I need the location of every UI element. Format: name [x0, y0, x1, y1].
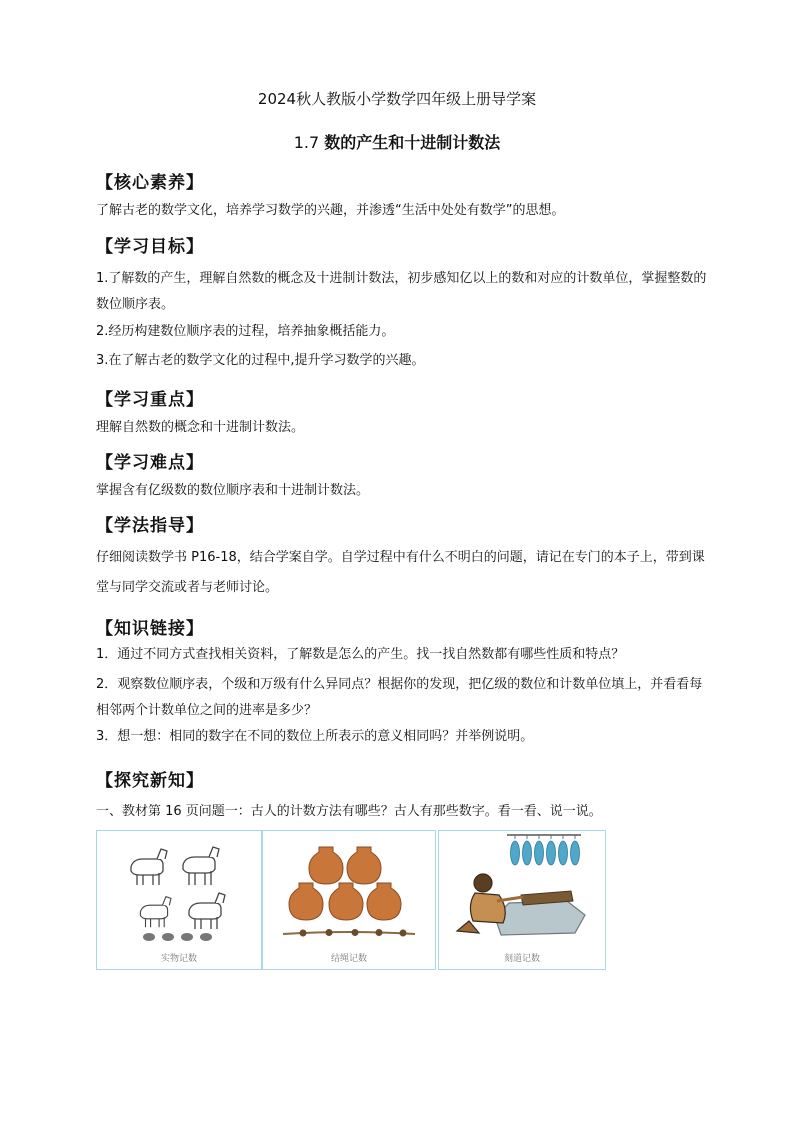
- heading-method: 【学法指导】: [96, 516, 204, 536]
- stone-slab-icon: [495, 891, 585, 935]
- doc-title: 2024秋人教版小学数学四年级上册导学案: [257, 90, 537, 108]
- explore-question-1: 一、教材第 16 页问题一：古人的计数方法有哪些？古人有那些数字。看一看、说一说。: [96, 804, 602, 819]
- method-text: 仔细阅读数学书 P16-18，结合学案自学。自学过程中有什么不明白的问题，请记在专门的本子上，带到课堂与同学交流或者与老师讨论。: [96, 550, 705, 595]
- heading-difficult: 【学习难点】: [96, 453, 204, 473]
- lesson-number: 1.7: [293, 133, 320, 152]
- heading-key: 【学习重点】: [96, 390, 204, 410]
- jar-icon: [367, 883, 401, 920]
- caption-carving-counting: 刻道记数: [503, 954, 540, 964]
- jar-icon: [347, 847, 381, 884]
- heading-links: 【知识链接】: [96, 619, 204, 639]
- lesson-title: [0, 130, 794, 153]
- figure-knot-counting: [262, 830, 436, 970]
- lesson-title-text: 数的产生和十进制计数法: [324, 133, 501, 152]
- goat-icon: [140, 897, 171, 928]
- jar-icon: [309, 847, 343, 884]
- jars-knots-illustration: [263, 831, 435, 951]
- link-item-3: 3．想一想：相同的数字在不同的数位上所表示的意义相同吗？并举例说明。: [96, 729, 534, 744]
- caption-object-counting: 实物记数: [160, 954, 197, 964]
- goal-item-1: 1.了解数的产生，理解自然数的概念及十进制计数法，初步感知亿以上的数和对应的计数单位，掌握整数的数位顺序表。: [96, 271, 707, 312]
- goat-icon: [131, 849, 167, 885]
- goal-item-3: 3.在了解古老的数学文化的过程中,提升学习数学的兴趣。: [96, 353, 425, 368]
- link-item-2: 2．观察数位顺序表，个级和万级有什么异同点？根据你的发现，把亿级的数位和计数单位填上，并看看每相邻两个计数单位之间的进率是多少？: [96, 677, 703, 718]
- goats-stones-illustration: [97, 831, 261, 951]
- key-text: 理解自然数的概念和十进制计数法。: [96, 420, 305, 435]
- caption-knot-counting: 结绳记数: [330, 954, 367, 964]
- hanging-fish-icon: [507, 835, 581, 865]
- heading-explore: 【探究新知】: [96, 771, 204, 791]
- jar-icon: [289, 883, 323, 920]
- figure-object-counting: [96, 830, 262, 970]
- heading-goals: 【学习目标】: [96, 237, 204, 257]
- carving-illustration: [439, 831, 605, 951]
- goat-icon: [183, 847, 219, 885]
- core-text: 了解古老的数学文化，培养学习数学的兴趣，并渗透“生活中处处有数学”的思想。: [96, 203, 565, 218]
- jar-icon: [329, 883, 363, 920]
- link-item-1: 1．通过不同方式查找相关资料，了解数是怎么的产生。找一找自然数都有哪些性质和特点？: [96, 647, 625, 662]
- figure-carving-counting: [438, 830, 606, 970]
- goal-item-2: 2.经历构建数位顺序表的过程，培养抽象概括能力。: [96, 324, 395, 339]
- goat-icon: [189, 893, 225, 929]
- heading-core: 【核心素养】: [96, 173, 204, 193]
- stones-icon: [143, 933, 212, 941]
- difficult-text: 掌握含有亿级数的数位顺序表和十进制计数法。: [96, 483, 370, 498]
